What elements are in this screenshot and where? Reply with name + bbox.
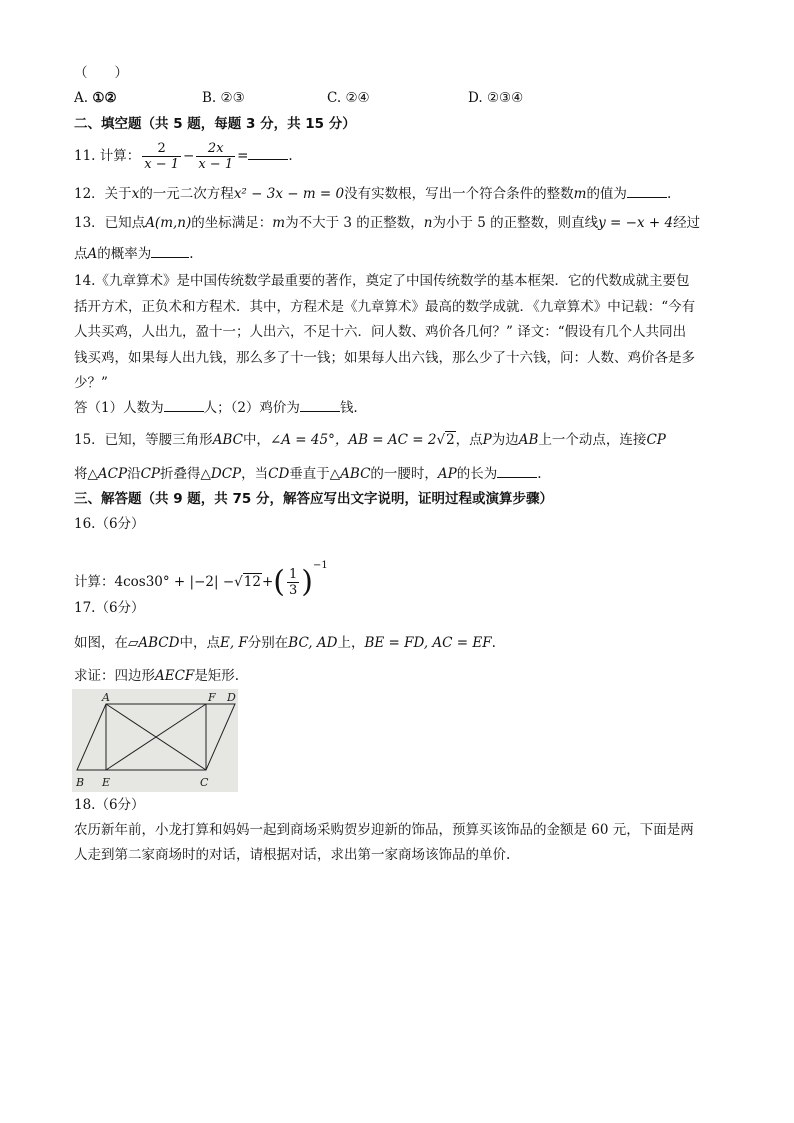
options-row [74,88,594,108]
question-16-expression: 计算：4cos30° + |−2| −√12+( $\frac{1}{3}$ )$^{-1}$ [74,560,328,600]
question-17-text: 如图，在▱ABCD中，点E, F分别在BC, AD上，BE = FD, AC = EF. [74,635,496,651]
question-18-line2: 人走到第二家商场时的对话，请根据对话，求出第一家商场该饰品的单价. [74,847,511,863]
question-17-number: 17.（6分） [74,600,145,616]
label-d: D [227,691,236,704]
question-18-number: 18.（6分） [74,797,145,813]
answer-paren: （ ） [74,65,128,81]
answer-blank-14-1[interactable] [164,397,204,412]
label-a: A [102,691,110,704]
question-12: 12．关于x的一元二次方程x² − 3x − m = 0没有实数根，写出一个符合条件的整数m的值为 . [74,183,671,204]
answer-blank-14-2[interactable] [300,397,340,412]
label-e: E [102,776,111,789]
section-2-heading: 二、填空题（共 5 题，每题 3 分，共 15 分） [74,116,356,132]
question-11: 11. 计算： $\frac{2}{x - 1}$ − $\frac{2x}{x - 1}$ = . [74,141,293,172]
question-17-prove: 求证：四边形AECF是矩形. [74,668,240,684]
question-15-line2: 将△ACP沿CP折叠得△DCP，当CD垂直于△ABC的一腰时，AP的长为 . [74,463,542,484]
label-c: C [200,776,209,789]
question-13-line2: 点A的概率为 . [74,243,194,264]
question-14-line1: 14.《九章算术》是中国传统数学最重要的著作，奠定了中国传统数学的基本框架．它的代数成就主要包 [74,273,690,289]
answer-blank-13[interactable] [151,243,189,258]
figure-svg [72,689,238,792]
parallelogram-figure [72,689,238,792]
answer-blank-11[interactable] [248,145,288,160]
option-c[interactable]: C. ②④ [327,90,370,106]
question-18-line1: 农历新年前，小龙打算和妈妈一起到商场采购贺岁迎新的饰品，预算买该饰品的金额是 60 元，下面是两 [74,822,694,838]
option-b[interactable]: B. ②③ [202,90,245,106]
question-14-line3: 人共买鸡，人出九，盈十一；人出六，不足十六．问人数、鸡价各几何？” 译文：“假设有几个人共同出 [74,324,687,340]
question-15-line1: 15．已知，等腰三角形ABC中，∠A = 45°，AB = AC = 2√2，点P为边AB上一个动点，连接CP [74,432,666,448]
answer-blank-15[interactable] [497,463,537,478]
question-16-number: 16.（6分） [74,516,145,532]
question-13-line1: 13．已知点A(m,n)的坐标满足：m为不大于 3 的正整数，n为小于 5 的正整数，则直线y = −x + 4经过 [74,215,701,231]
option-a[interactable]: A. ①② [74,90,117,106]
question-14-line5: 少？” [74,375,108,391]
label-b: B [76,776,85,789]
label-f: F [208,691,216,704]
option-d[interactable]: D. ②③④ [468,90,524,106]
question-14-answer: 答（1）人数为 人；（2）鸡价为 钱. [74,397,358,418]
question-14-line2: 括开方术，正负术和方程术．其中，方程术是《九章算术》最高的数学成就．《九章算术》中记载：“今有 [74,299,696,315]
question-14-line4: 钱买鸡，如果每人出九钱，那么多了十一钱；如果每人出六钱，那么少了十六钱，问：人数、鸡价各是多 [74,350,695,366]
section-3-heading: 三、解答题（共 9 题，共 75 分，解答应写出文字说明，证明过程或演算步骤） [74,491,553,507]
answer-blank-12[interactable] [627,183,667,198]
